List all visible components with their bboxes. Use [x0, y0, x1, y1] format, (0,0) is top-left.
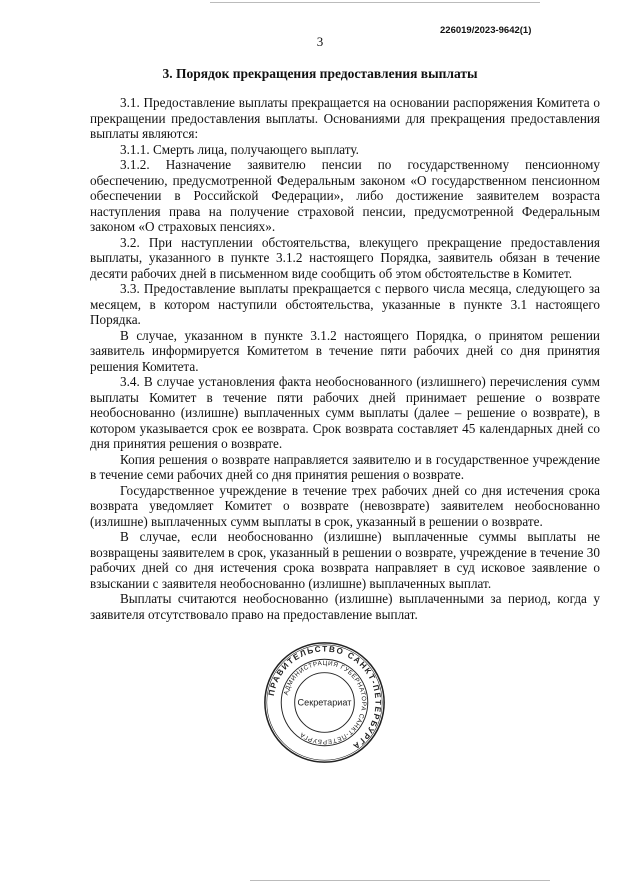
scan-edge-bottom	[250, 880, 550, 881]
paragraph-3-4: 3.4. В случае установления факта необоснованного (излишнего) перечисления сумм выплаты Комитет в течение пяти рабочих дней принимает решение о возврате необоснованно (излишне) выплаченных сумм выплаты (далее – решение о возврате), в котором указывается срок ее возврата. Срок возврата составляет 45 календарных дней со дня принятия решения о возврате.	[90, 374, 600, 451]
stamp-center-text: Секретариат	[297, 697, 352, 708]
stamp-inner-text: АДМИНИСТРАЦИЯ ГУБЕРНАТОРА САНКТ-ПЕТЕРБУРГА	[282, 659, 368, 746]
paragraph-3-3-note: В случае, указанном в пункте 3.1.2 настоящего Порядка, о принятом решении заявитель информируется Комитетом в течение пяти рабочих дней со дня принятия решения Комитета.	[90, 327, 600, 374]
paragraph-3-4-copy: Копия решения о возврате направляется заявителю и в государственное учреждение в течение семи рабочих дней со дня принятия решения о возврате.	[90, 451, 600, 482]
paragraph-3-1-1: 3.1.1. Смерть лица, получающего выплату.	[120, 141, 359, 157]
paragraph-3-1-2: 3.1.2. Назначение заявителю пенсии по государственному пенсионному обеспечению, предусмотренной Федеральным законом «О государственном пенсионном обеспечении в Российской Федерации», либо достижение заявителем возраста наступления права на получение страховой пенсии, предусмотренной Федеральным законом «О страховых пенсиях».	[90, 157, 600, 234]
paragraph-3-3: 3.3. Предоставление выплаты прекращается с первого числа месяца, следующего за месяцем, в котором наступили обстоятельства, указанные в пункте 3.1 настоящего Порядка.	[90, 281, 600, 327]
section-title: 3. Порядок прекращения предоставления выплаты	[162, 66, 478, 81]
paragraph-3-1: 3.1. Предоставление выплаты прекращается на основании распоряжения Комитета о прекращении предоставления выплаты. Основаниями для прекращения предоставления выплаты являются:	[90, 95, 600, 141]
page-number: 3	[316, 34, 324, 49]
secretariat-stamp	[262, 640, 387, 765]
stamp-outer-text: ПРАВИТЕЛЬСТВО САНКТ-ПЕТЕРБУРГА	[266, 644, 383, 752]
paragraph-3-4-notice: Государственное учреждение в течение трех рабочих дней со дня истечения срока возврата уведомляет Комитет о возврате (невозврате) заявителем необоснованно (излишне) выплаченных сумм выплаты в срок, указанный в решении о возврате.	[90, 482, 600, 529]
document-number: 226019/2023-9642(1)	[440, 25, 532, 36]
paragraph-3-4-definition: Выплаты считаются необоснованно (излишне) выплаченными за период, когда у заявителя отсутствовало право на предоставление выплат.	[90, 591, 600, 622]
paragraph-3-2: 3.2. При наступлении обстоятельства, влекущего прекращение предоставления выплаты, указанного в пункте 3.1.2 настоящего Порядка, заявитель обязан в течение десяти рабочих дней в письменном виде сообщить об этом обстоятельстве в Комитет.	[90, 234, 600, 281]
paragraph-3-4-court: В случае, если необоснованно (излишне) выплаченные суммы выплаты не возвращены заявителем в срок, указанный в решении о возврате, учреждение в течение 30 рабочих дней со дня истечения срока возврата направляет в суд исковое заявление о взыскании с заявителя необоснованно (излишне) выплаченных выплат.	[90, 529, 600, 591]
document-body	[90, 95, 600, 622]
scan-edge-top	[210, 2, 540, 3]
